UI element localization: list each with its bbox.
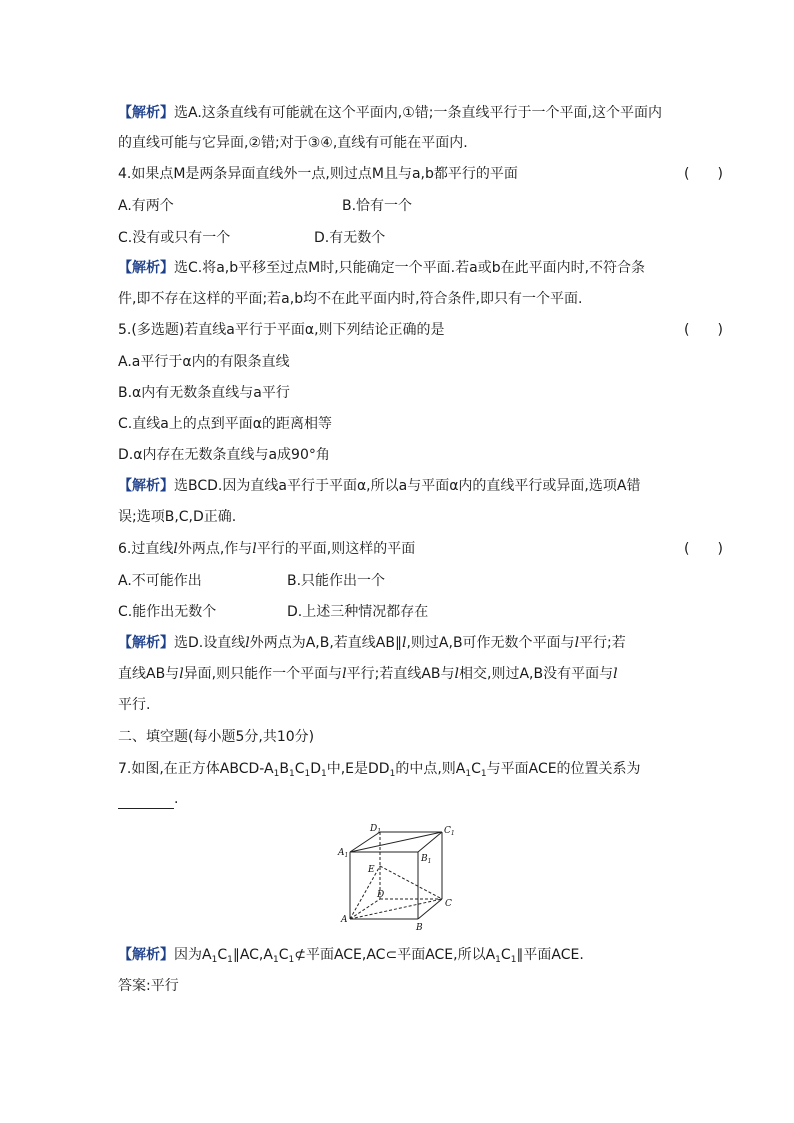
q5-stem: 5.(多选题)若直线a平行于平面α,则下列结论正确的是	[118, 322, 445, 338]
analysis-tag: 【解析】	[118, 260, 174, 276]
q6-stem: 6.过直线l外两点,作与l平行的平面,则这样的平面	[118, 541, 416, 557]
label-e: E	[368, 865, 375, 875]
label-d: D	[377, 890, 385, 900]
label-a: A	[341, 915, 348, 925]
cube-figure	[336, 822, 460, 932]
q6-analysis-line3: 平行.	[118, 697, 151, 713]
label-c: C	[445, 899, 452, 909]
q6-option-d: D.上述三种情况都存在	[287, 604, 429, 620]
q4-stem: 4.如果点M是两条异面直线外一点,则过点M且与a,b都平行的平面	[118, 166, 518, 182]
label-b: B	[416, 923, 423, 932]
analysis-tag: 【解析】	[118, 947, 174, 963]
label-b1: $B_1$	[421, 854, 432, 865]
q4-option-a: A.有两个	[118, 198, 174, 214]
label-d1: $D_1$	[370, 824, 382, 835]
q4-option-d: D.有无数个	[314, 230, 386, 246]
q6-analysis-line2: 直线AB与l异面,则只能作一个平面与l平行;若直线AB与l相交,则过A,B没有平面与l	[118, 666, 618, 682]
q3-analysis-line2: 的直线可能与它异面,②错;对于③④,直线有可能在平面内.	[118, 135, 468, 151]
q5-option-a: A.a平行于α内的有限条直线	[118, 354, 290, 370]
q6-option-c: C.能作出无数个	[118, 604, 217, 620]
q7-answer: 答案:平行	[118, 978, 179, 994]
q7-stem-line1: 7.如图,在正方体ABCD-$A_1B_1C_1D_1$中,E是$DD_1$的中点,则$A_1C_1$与平面ACE的位置关系为	[118, 761, 641, 779]
label-c1: $C_1$	[444, 826, 455, 837]
analysis-tag: 【解析】	[118, 105, 174, 121]
q4-analysis-line2: 件,即不存在这样的平面;若a,b均不在此平面内时,符合条件,即只有一个平面.	[118, 291, 583, 307]
q3-analysis-line1: 【解析】选A.这条直线有可能就在这个平面内,①错;一条直线平行于一个平面,这个平面内	[118, 105, 662, 121]
q6-answer-paren: ( )	[684, 541, 723, 557]
q7-analysis: 【解析】因为$A_1C_1\parallel AC,A_1C_1⊄$平面ACE,AC⊂平面ACE,所以$A_1C_1\parallel$平面ACE.	[118, 947, 584, 965]
segment-e-c	[380, 866, 442, 899]
q7-stem-line2: .	[118, 789, 178, 809]
q5-option-d: D.α内存在无数条直线与a成90°角	[118, 447, 330, 463]
q5-analysis-line2: 误;选项B,C,D正确.	[118, 509, 237, 525]
answer-blank[interactable]	[118, 794, 174, 809]
analysis-tag: 【解析】	[118, 635, 174, 651]
q5-answer-paren: ( )	[684, 322, 723, 338]
segment-a1-c1	[350, 832, 442, 852]
q4-option-c: C.没有或只有一个	[118, 230, 231, 246]
q4-option-b: B.恰有一个	[342, 198, 413, 214]
q6-option-b: B.只能作出一个	[287, 573, 386, 589]
section-heading-fill-blank: 二、填空题(每小题5分,共10分)	[118, 729, 315, 745]
label-a1: $A_1$	[338, 848, 349, 859]
q6-option-a: A.不可能作出	[118, 573, 202, 589]
q6-analysis-line1: 【解析】选D.设直线l外两点为A,B,若直线AB∥l,则过A,B可作无数个平面与l平行;若	[118, 635, 626, 651]
q5-analysis-line1: 【解析】选BCD.因为直线a平行于平面α,所以a与平面α内的直线平行或异面,选项A错	[118, 478, 641, 494]
q4-answer-paren: ( )	[684, 166, 723, 182]
q5-option-b: B.α内有无数条直线与a平行	[118, 385, 290, 401]
analysis-tag: 【解析】	[118, 478, 174, 494]
q4-analysis-line1: 【解析】选C.将a,b平移至过点M时,只能确定一个平面.若a或b在此平面内时,不符合条	[118, 260, 646, 276]
segment-a-e	[350, 866, 380, 919]
q5-option-c: C.直线a上的点到平面α的距离相等	[118, 416, 333, 432]
segment-a-c	[350, 899, 442, 919]
